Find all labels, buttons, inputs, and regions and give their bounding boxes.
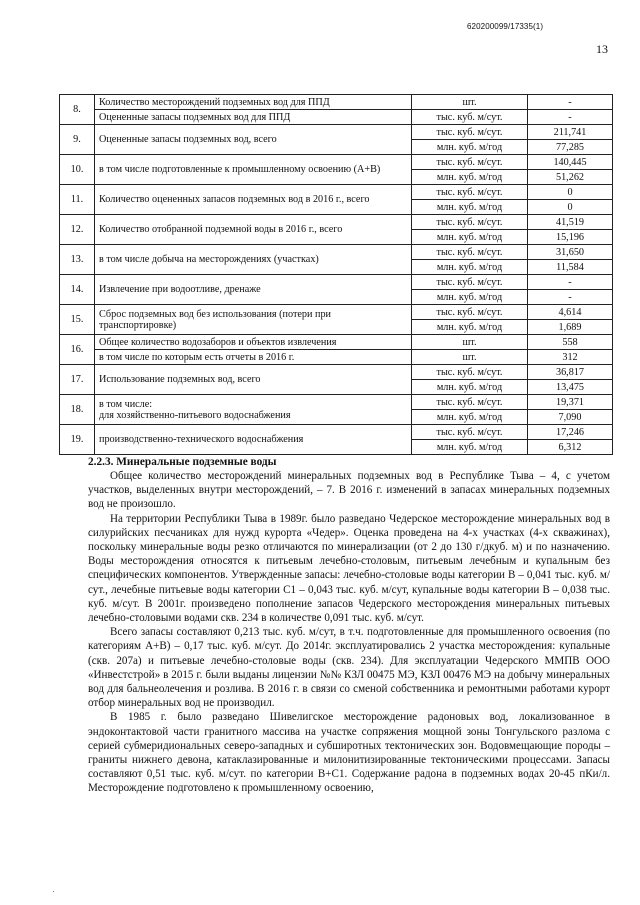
row-value: 0 (528, 200, 613, 215)
row-description-text: Использование подземных вод, всего (99, 374, 261, 385)
row-value: - (528, 290, 613, 305)
table-row (60, 155, 613, 170)
table-row (60, 125, 613, 140)
row-value: 6,312 (528, 440, 613, 455)
row-value: 31,650 (528, 245, 613, 260)
table-row (60, 305, 613, 320)
row-unit: тыс. куб. м/сут. (412, 395, 528, 410)
row-unit: тыс. куб. м/сут. (412, 245, 528, 260)
row-description: в том числе по которым есть отчеты в 2016 г. (95, 350, 412, 365)
row-value: 19,371 (528, 395, 613, 410)
row-unit: шт. (412, 335, 528, 350)
scan-mark: · (52, 886, 55, 896)
row-value: 4,614 (528, 305, 613, 320)
row-value: 41,519 (528, 215, 613, 230)
row-value: 312 (528, 350, 613, 365)
table-row (60, 185, 613, 200)
table-row (60, 395, 613, 410)
row-number: 13. (60, 245, 95, 275)
row-unit: шт. (412, 95, 528, 110)
row-unit: тыс. куб. м/сут. (412, 125, 528, 140)
row-unit: тыс. куб. м/сут. (412, 305, 528, 320)
row-description: Количество месторождений подземных вод для ППД (95, 95, 412, 110)
row-unit: млн. куб. м/год (412, 320, 528, 335)
table-row (60, 335, 613, 350)
page-number: 13 (596, 42, 608, 56)
row-unit: млн. куб. м/год (412, 140, 528, 155)
row-number: 12. (60, 215, 95, 245)
row-value: 7,090 (528, 410, 613, 425)
row-description (95, 185, 412, 215)
row-unit: млн. куб. м/год (412, 410, 528, 425)
groundwater-stats-table (59, 94, 613, 455)
row-description: Оцененные запасы подземных вод для ППД (95, 110, 412, 125)
doc-id: 620200099/17335(1) (467, 22, 544, 31)
row-unit: тыс. куб. м/сут. (412, 110, 528, 125)
row-value: 36,817 (528, 365, 613, 380)
row-unit: млн. куб. м/год (412, 260, 528, 275)
row-description (95, 215, 412, 245)
section-heading: 2.2.3. Минеральные подземные воды (88, 456, 277, 468)
row-description-text: Извлечение при водоотливе, дренаже (99, 284, 261, 295)
paragraph: Общее количество месторождений минеральных подземных вод в Республике Тыва – 4, с учетом участков, выделенных внутри месторождений, – 7. В 2016 г. изменений в запасах минеральных подземных вод не произошло. (88, 470, 610, 511)
row-unit: шт. (412, 350, 528, 365)
row-description (95, 275, 412, 305)
row-description-text: Количество оцененных запасов подземных вод в 2016 г., всего (99, 194, 370, 205)
row-unit: млн. куб. м/год (412, 440, 528, 455)
table-row (60, 425, 613, 440)
row-value: - (528, 110, 613, 125)
row-number: 14. (60, 275, 95, 305)
row-description-text: в том числе добыча на месторождениях (участках) (99, 254, 319, 265)
row-unit: млн. куб. м/год (412, 380, 528, 395)
table-row (60, 215, 613, 230)
table-row (60, 350, 613, 365)
table-row (60, 95, 613, 110)
row-value: 0 (528, 185, 613, 200)
row-value: 51,262 (528, 170, 613, 185)
row-value: 11,584 (528, 260, 613, 275)
row-number: 15. (60, 305, 95, 335)
row-description (95, 395, 412, 425)
row-description (95, 305, 412, 335)
row-description (95, 125, 412, 155)
row-value: 558 (528, 335, 613, 350)
row-unit: тыс. куб. м/сут. (412, 185, 528, 200)
table-row (60, 275, 613, 290)
row-description (95, 245, 412, 275)
row-unit: млн. куб. м/год (412, 290, 528, 305)
row-number: 8. (60, 95, 95, 125)
row-value: - (528, 95, 613, 110)
row-description: Общее количество водозаборов и объектов извлечения (95, 335, 412, 350)
row-value: 15,196 (528, 230, 613, 245)
row-value: 1,689 (528, 320, 613, 335)
row-value: 140,445 (528, 155, 613, 170)
row-value: 13,475 (528, 380, 613, 395)
row-number: 10. (60, 155, 95, 185)
row-number: 19. (60, 425, 95, 455)
row-description (95, 155, 412, 185)
row-description-text: Сброс подземных вод без использования (потери при транспортировке) (99, 308, 332, 331)
row-number: 11. (60, 185, 95, 215)
table-row (60, 110, 613, 125)
row-unit: тыс. куб. м/сут. (412, 365, 528, 380)
row-description (95, 365, 412, 395)
row-unit: млн. куб. м/год (412, 200, 528, 215)
row-value: 77,285 (528, 140, 613, 155)
paragraph: Всего запасы составляют 0,213 тыс. куб. м/сут, в т.ч. подготовленные для промышленного освоения (по категориям А+В) – 0,17 тыс. куб. м/сут. До 2014г. эксплуатировались 2 участка месторождения: купальные (скв. 207а) и питьевые лечебно-столовые воды (скв. 234). Для эксплуатации Чедерского ММПВ ООО «Инвестстрой» в 2015 г. были выданы лицензии №№ КЗЛ 00475 МЭ, КЗЛ 00476 МЭ на добычу минеральных вод для бальнеолечения и розлива. В 2016 г. в связи со сменой собственника и ремонтными работами курорт отбор минеральных вод не производил. (88, 626, 610, 710)
paragraph: На территории Республики Тыва в 1989г. было разведано Чедерское месторождение минеральных вод в силурийских песчаниках для нужд курорта «Чедер». Оценка проведена на 4-х участках (4-х скважинах), поскольку минеральные воды резко отличаются по минерализации (от 2 до 130 г/дкуб. м) и по назначению. Воды месторождения относятся к питьевым лечебно-столовым, питьевым лечебным и купальным без специфических компонентов. Утвержденные запасы: лечебно-столовые воды категории В – 0,041 тыс. куб. м/сут., лечебные питьевые воды категории С1 – 0,043 тыс. куб. м/сут, купальные воды категории В – 0,038 тыс. куб. м/сут. В 2001г. произведено пополнение запасов Чедерского месторождения минеральных питьевых лечебно-столовыми водами скв. 234 в количестве 0,091 тыс. куб. м/сут. (88, 512, 610, 625)
row-description (95, 425, 412, 455)
row-number: 9. (60, 125, 95, 155)
row-unit: тыс. куб. м/сут. (412, 215, 528, 230)
row-unit: тыс. куб. м/сут. (412, 425, 528, 440)
row-description-text: в том числе подготовленные к промышленному освоению (А+В) (99, 164, 381, 175)
row-value: 17,246 (528, 425, 613, 440)
row-unit: млн. куб. м/год (412, 230, 528, 245)
table-row (60, 245, 613, 260)
row-description-text: в том числе: (99, 398, 153, 410)
row-number: 16. (60, 335, 95, 365)
row-number: 17. (60, 365, 95, 395)
row-description-text: Оцененные запасы подземных вод, всего (99, 134, 277, 145)
row-value: 211,741 (528, 125, 613, 140)
row-unit: млн. куб. м/год (412, 170, 528, 185)
table-row (60, 365, 613, 380)
row-description-text: Количество отобранной подземной воды в 2016 г., всего (99, 224, 343, 235)
section-mineral-waters (88, 455, 610, 796)
row-unit: тыс. куб. м/сут. (412, 155, 528, 170)
paragraph: В 1985 г. было разведано Шивелигское месторождение радоновых вод, локализованное в эндоконтактовой части гранитного массива на участке сопряжения мощной зоны Тонгульского разлома с серией субмеридиональных северо-западных и субширотных тектонических зон. Водовмещающие породы – граниты нижнего девона, катаклазированные и милонитизированные тектоническими процессами. Запасы составляют 0,51 тыс. куб. м/сут. по категории В+С1. Содержание радона в подземных водах 20-45 пКи/л. Месторождение подготовлено к промышленному освоению, (88, 711, 610, 795)
row-unit: тыс. куб. м/сут. (412, 275, 528, 290)
row-description-text: производственно-технического водоснабжения (99, 434, 304, 445)
row-number: 18. (60, 395, 95, 425)
row-value: - (528, 275, 613, 290)
row-description-text: для хозяйственно-питьевого водоснабжения (99, 409, 291, 421)
